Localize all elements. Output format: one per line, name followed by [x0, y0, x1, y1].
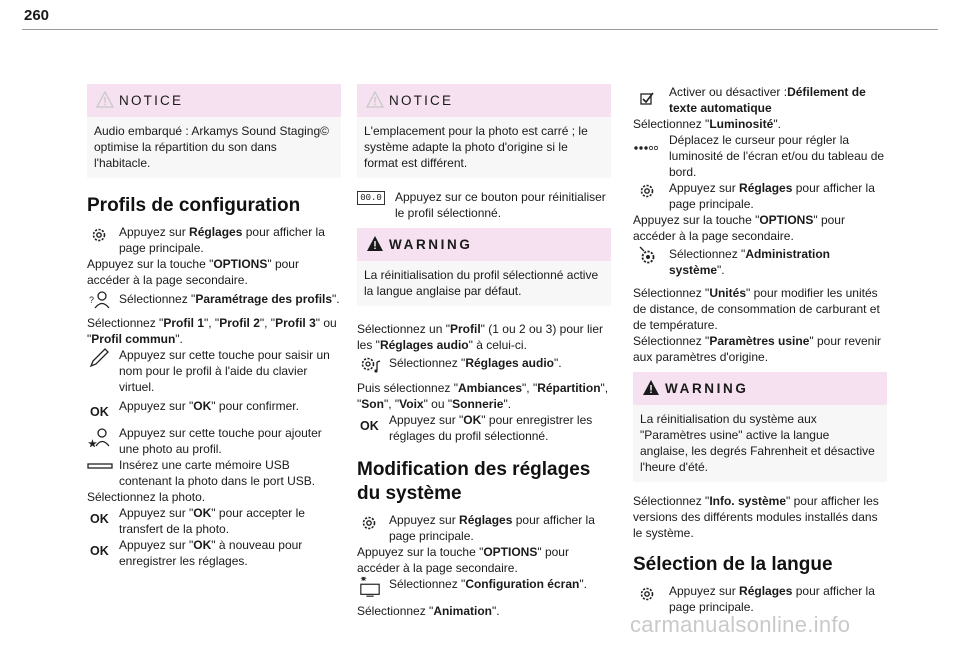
column-1: [87, 84, 341, 569]
instruction-ambiances: Puis sélectionnez "Ambiances", "Répartition", "Son", "Voix" ou "Sonnerie".: [357, 381, 609, 411]
instruction-usb: Insérez une carte mémoire USB contenant la photo dans le port USB.: [87, 457, 341, 489]
instruction-link-audio: Sélectionnez un "Profil" (1 ou 2 ou 3) pour lier les "Réglages audio" à celui-ci.: [357, 322, 603, 352]
system-settings-icon: [633, 244, 659, 266]
warning-body: La réinitialisation du système aux "Paramètres usine" active la langue anglaise, les degrés Fahrenheit et désactive l'heure d'été.: [633, 405, 887, 482]
instruction-factory: Sélectionnez "Paramètres usine" pour revenir aux paramètres d'origine.: [633, 334, 881, 364]
instruction-save: OK Appuyez sur "OK" à nouveau pour enregistrer les réglages.: [90, 538, 303, 568]
svg-text:★: ★: [88, 439, 97, 447]
gear-icon: [357, 512, 383, 534]
brightness-slider-icon: [633, 136, 659, 158]
profile-settings-icon: [87, 288, 113, 310]
instruction-animation: Sélectionnez "Animation".: [357, 604, 500, 618]
usb-card-icon: [87, 457, 113, 479]
warning-title: WARNING: [389, 237, 473, 252]
add-photo-profile-icon: [87, 425, 113, 447]
instruction-screen-config: Sélectionnez "Configuration écran".: [357, 576, 611, 596]
instruction-options: Appuyez sur la touche "OPTIONS" pour accéder à la page secondaire.: [633, 213, 845, 243]
instruction-select-profile: Sélectionnez "Profil 1", "Profil 2", "Profil 3" ou "Profil commun".: [87, 316, 337, 346]
warning-triangle-icon: [96, 91, 114, 108]
instruction-admin: Sélectionnez "Administration système".: [633, 244, 887, 278]
instruction-settings: Appuyez sur Réglages pour afficher la page principale.: [633, 180, 887, 212]
instruction-save-audio: OK Appuyez sur "OK" pour enregistrer les réglages du profil sélectionné.: [360, 413, 593, 443]
column-2: [357, 84, 611, 619]
notice-box: [87, 84, 341, 178]
section-heading: Profils de configuration: [87, 195, 301, 216]
svg-text:?: ?: [89, 295, 95, 305]
instruction-units: Sélectionnez "Unités" pour modifier les unités de distance, de consommation de carburant et de température.: [633, 286, 880, 332]
header-rule: [22, 29, 938, 30]
gear-icon: [87, 224, 113, 246]
instruction-profiles: ? Sélectionnez "Paramétrage des profils".: [87, 288, 341, 308]
warning-title: WARNING: [665, 381, 749, 396]
instruction-settings: Appuyez sur Réglages pour afficher la page principale.: [633, 583, 887, 615]
audio-settings-icon: [357, 353, 383, 375]
column-3: [633, 84, 887, 615]
notice-title: NOTICE: [389, 93, 454, 108]
instruction-select-photo: Sélectionnez la photo.: [87, 490, 206, 504]
instruction-settings: Appuyez sur Réglages pour afficher la page principale.: [87, 224, 341, 256]
instruction-slider: Déplacez le curseur pour régler la luminosité de l'écran et/ou du tableau de bord.: [633, 132, 887, 180]
instruction-options: Appuyez sur la touche "OPTIONS" pour accéder à la page secondaire.: [87, 257, 299, 287]
warning-box: [357, 228, 611, 306]
gear-icon: [633, 583, 659, 605]
instruction-options: Appuyez sur la touche "OPTIONS" pour accéder à la page secondaire.: [357, 545, 569, 575]
ok-icon: OK: [90, 544, 109, 558]
reset-counter-icon: 00.0: [357, 191, 385, 205]
pencil-icon: [87, 347, 113, 369]
warning-box: [633, 372, 887, 482]
watermark: carmanualsonline.info: [630, 612, 851, 637]
ok-icon: OK: [90, 405, 109, 419]
warning-body: La réinitialisation du profil sélectionné active la langue anglaise par défaut.: [357, 261, 611, 306]
notice-body: L'emplacement pour la photo est carré ; le système adapte la photo d'origine si le format est différent.: [357, 117, 611, 178]
instruction-name: Appuyez sur cette touche pour saisir un nom pour le profil à l'aide du clavier virtuel.: [87, 347, 341, 395]
instruction-confirm: OK Appuyez sur "OK" pour confirmer.: [90, 399, 299, 419]
warning-triangle-icon: [366, 235, 384, 252]
checkbox-icon: [633, 90, 659, 112]
notice-title: NOTICE: [119, 93, 184, 108]
page-number: 260: [24, 7, 50, 24]
instruction-scroll: Activer ou désactiver :Défilement de texte automatique: [633, 84, 887, 116]
instruction-audio-settings: Sélectionnez "Réglages audio".: [357, 353, 611, 373]
section-heading: Sélection de la langue: [633, 554, 833, 575]
ok-icon: OK: [90, 512, 109, 526]
instruction-settings: Appuyez sur Réglages pour afficher la page principale.: [357, 512, 611, 544]
instruction-reset: 00.0 Appuyez sur ce bouton pour réinitialiser le profil sélectionné.: [357, 189, 611, 221]
ok-icon: OK: [360, 419, 379, 433]
notice-body: Audio embarqué : Arkamys Sound Staging© optimise la répartition du son dans l'habitacle.: [87, 117, 341, 178]
section-heading: Modification des réglages du système: [357, 459, 591, 504]
notice-box: [357, 84, 611, 178]
instruction-photo: ★ Appuyez sur cette touche pour ajouter une photo au profil.: [88, 426, 322, 456]
instruction-accept: OK Appuyez sur "OK" pour accepter le transfert de la photo.: [90, 506, 305, 536]
screen-config-icon: [357, 576, 383, 598]
warning-triangle-icon: [366, 91, 384, 108]
warning-triangle-icon: [642, 379, 660, 396]
instruction-system-info: Sélectionnez "Info. système" pour afficher les versions des différents modules installés dans le système.: [633, 494, 879, 540]
instruction-brightness: Sélectionnez "Luminosité".: [633, 117, 781, 131]
gear-icon: [633, 180, 659, 202]
